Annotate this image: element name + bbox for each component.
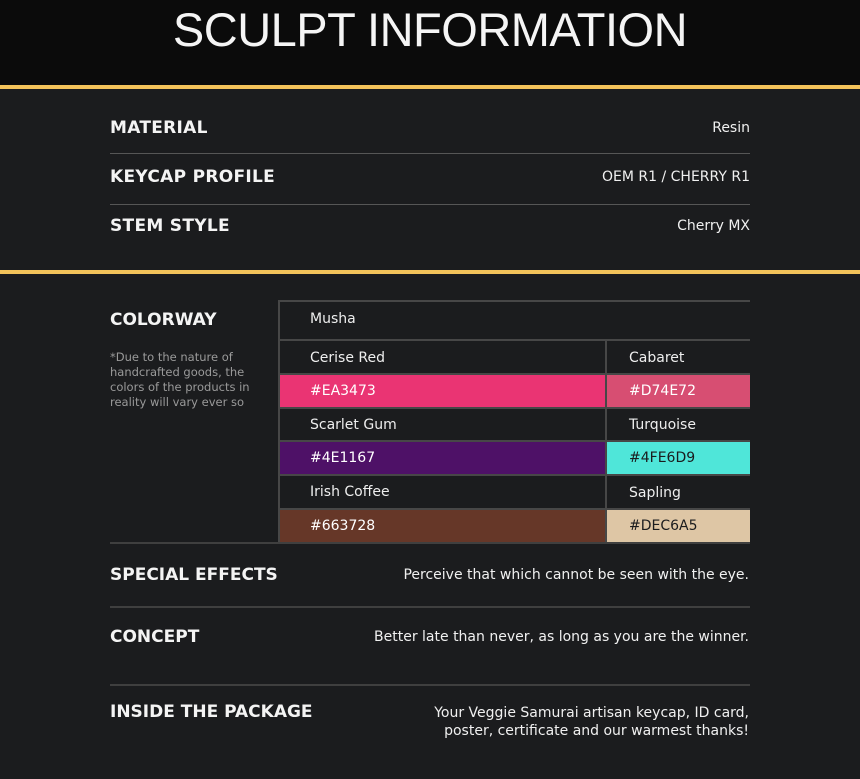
spec-label: KEYCAP PROFILE — [110, 167, 276, 187]
colorway-divider — [278, 474, 750, 476]
color-hex: #EA3473 — [310, 383, 376, 399]
color-name: Sapling — [629, 485, 681, 501]
color-swatch — [280, 510, 605, 542]
color-swatch — [607, 510, 750, 542]
color-swatch — [607, 442, 750, 474]
color-hex: #663728 — [310, 518, 376, 534]
color-swatch — [280, 375, 605, 407]
color-name: Scarlet Gum — [310, 417, 397, 433]
accent-divider-top — [0, 85, 860, 89]
color-hex: #DEC6A5 — [629, 518, 698, 534]
color-swatch — [607, 375, 750, 407]
color-swatch — [280, 442, 605, 474]
spec-label: STEM STYLE — [110, 216, 230, 236]
colorway-divider — [278, 300, 750, 302]
divider — [110, 684, 750, 686]
package-value-line: Your Veggie Samurai artisan keycap, ID card, — [434, 705, 749, 721]
spec-row-material — [110, 104, 750, 152]
concept-label: CONCEPT — [110, 627, 200, 647]
spec-row-stem-style — [110, 202, 750, 250]
divider — [110, 542, 750, 544]
color-hex: #4E1167 — [310, 450, 376, 466]
color-name: Cerise Red — [310, 350, 385, 366]
spec-value: Resin — [712, 120, 750, 136]
package-value-line: poster, certificate and our warmest thanks! — [444, 723, 749, 739]
package-value — [434, 704, 749, 740]
special-effects-label: SPECIAL EFFECTS — [110, 565, 278, 585]
color-name: Turquoise — [629, 417, 696, 433]
page-title: SCULPT INFORMATION — [172, 3, 688, 56]
divider — [110, 606, 750, 608]
colorway-note: *Due to the nature of handcrafted goods, the colors of the products in reality will vary ever so — [110, 350, 250, 409]
spec-row-keycap-profile — [110, 153, 750, 201]
colorway-divider-vertical — [278, 301, 280, 543]
accent-divider-bottom — [0, 270, 860, 274]
special-effects-value: Perceive that which cannot be seen with the eye. — [403, 567, 749, 583]
color-name: Irish Coffee — [310, 484, 390, 500]
spec-label: MATERIAL — [110, 118, 208, 138]
colorway-label: COLORWAY — [110, 310, 217, 330]
concept-value: Better late than never, as long as you are the winner. — [374, 629, 749, 645]
colorway-divider — [278, 339, 750, 341]
spec-value: Cherry MX — [677, 218, 750, 234]
color-hex: #4FE6D9 — [629, 450, 696, 466]
colorway-name: Musha — [310, 311, 356, 327]
color-hex: #D74E72 — [629, 383, 696, 399]
color-name: Cabaret — [629, 350, 685, 366]
colorway-divider — [278, 407, 750, 409]
spec-value: OEM R1 / CHERRY R1 — [602, 169, 750, 185]
page-header — [0, 0, 860, 85]
package-label: INSIDE THE PACKAGE — [110, 702, 313, 722]
